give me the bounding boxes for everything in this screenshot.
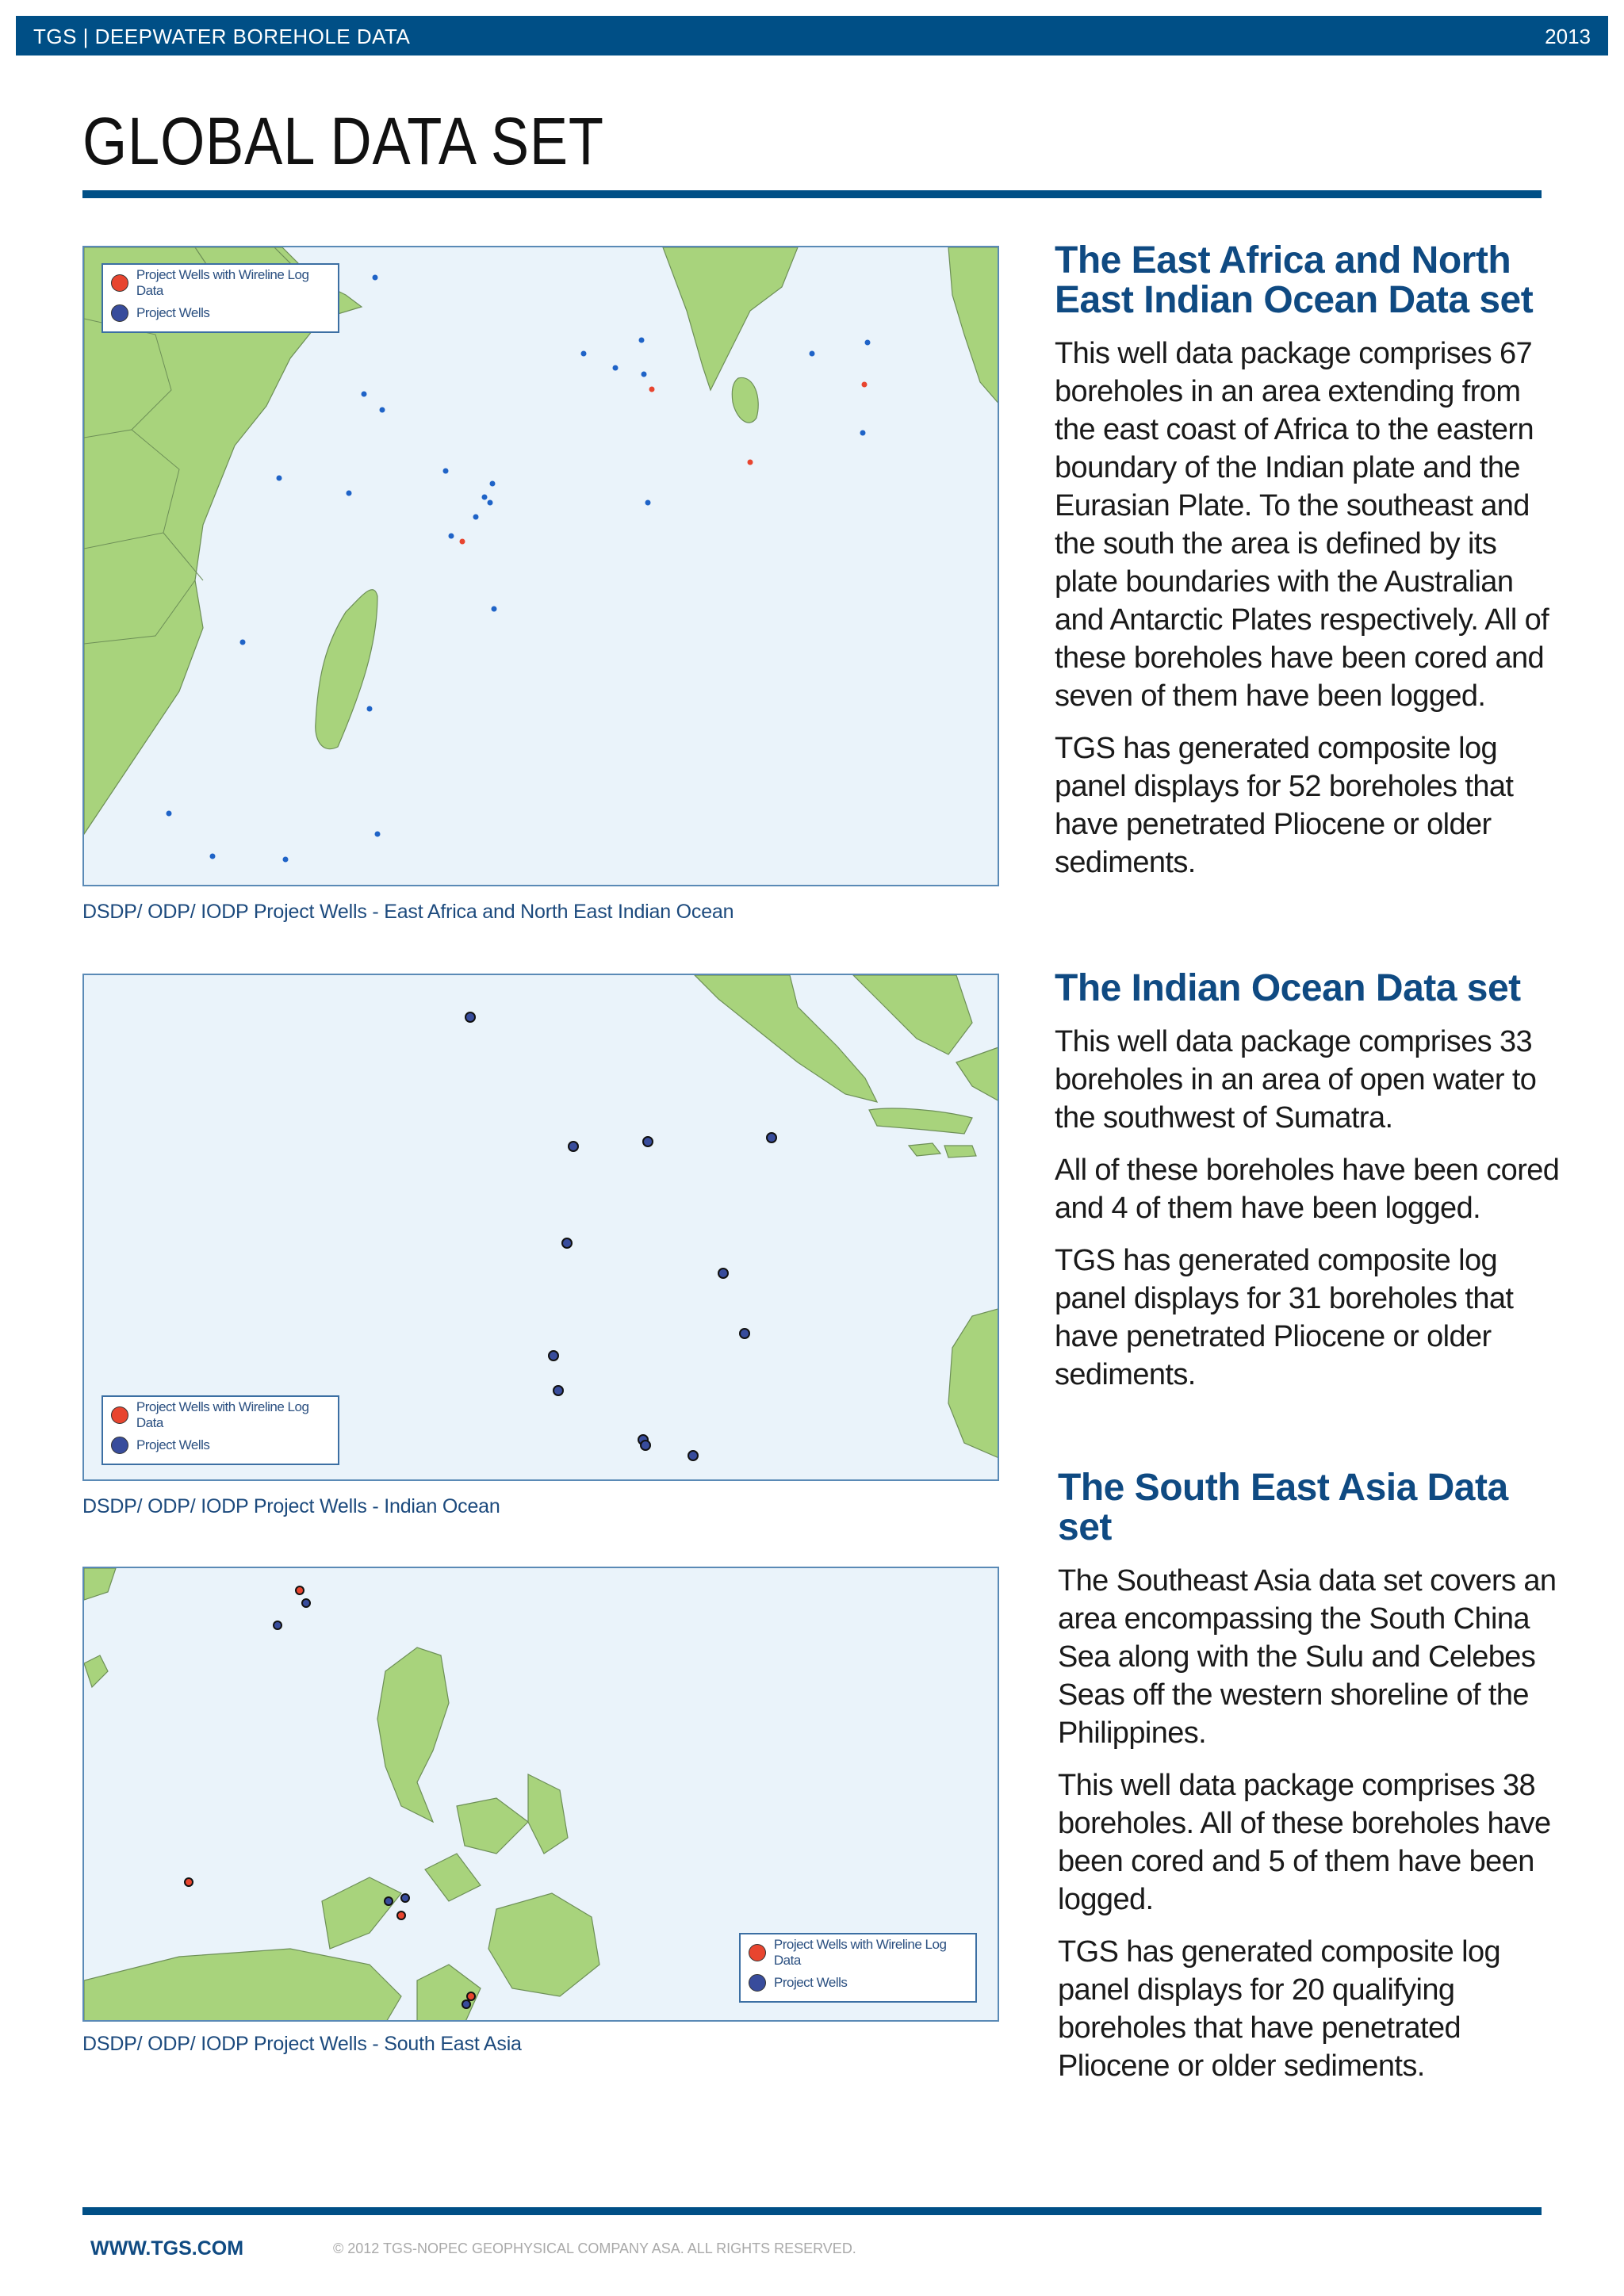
legend-item-wells: Project Wells (749, 1971, 847, 1995)
map-caption-east-africa: DSDP/ ODP/ IODP Project Wells - East Africa and North East Indian Ocean (82, 901, 734, 923)
map-east-africa-graphic (84, 247, 999, 886)
section-paragraph: TGS has generated composite log panel displays for 31 boreholes that have penetrated Pliocene or older sediments. (1055, 1244, 1514, 1391)
website-link[interactable]: WWW.TGS.COM (90, 2237, 244, 2260)
header-year: 2013 (1545, 25, 1591, 48)
legend-item-wells: Project Wells (111, 1433, 209, 1457)
blue-dot-icon (749, 1974, 766, 1992)
section-title: The South East Asia Data set (1058, 1467, 1508, 1548)
map-caption-indian-ocean: DSDP/ ODP/ IODP Project Wells - Indian Ocean (82, 1495, 500, 1517)
legend-item-log: Project Wells with Wireline Log Data (749, 1941, 975, 1965)
blue-dot-icon (111, 1437, 128, 1454)
map-east-africa (82, 246, 999, 886)
section-east-africa (1055, 241, 1562, 882)
header-title: TGS | DEEPWATER BOREHOLE DATA (33, 25, 411, 48)
section-paragraph: This well data package comprises 33 boreholes in an area of open water to the southwest of Sumatra. (1055, 1025, 1537, 1135)
red-dot-icon (111, 1406, 128, 1424)
section-title: The East Africa and North East Indian Ocean Data set (1055, 239, 1534, 321)
footer-divider (82, 2207, 1542, 2215)
section-title: The Indian Ocean Data set (1055, 967, 1521, 1009)
copyright-text: © 2012 TGS-NOPEC GEOPHYSICAL COMPANY ASA. ALL RIGHTS RESERVED. (333, 2241, 856, 2256)
section-indian-ocean (1055, 969, 1562, 1394)
map-legend-south-east-asia (739, 1933, 977, 2003)
page-title: GLOBAL DATA SET (82, 104, 604, 178)
title-divider (82, 190, 1542, 198)
section-paragraph: All of these boreholes have been cored and 4 of them have been logged. (1055, 1154, 1560, 1225)
map-caption-south-east-asia: DSDP/ ODP/ IODP Project Wells - South East Asia (82, 2033, 522, 2055)
map-legend-east-africa (102, 263, 339, 333)
section-paragraph: TGS has generated composite log panel displays for 52 boreholes that have penetrated Pliocene or older sediments. (1055, 732, 1514, 879)
legend-item-log: Project Wells with Wireline Log Data (111, 1403, 338, 1427)
red-dot-icon (749, 1944, 766, 1961)
red-dot-icon (111, 274, 128, 292)
section-paragraph: TGS has generated composite log panel displays for 20 qualifying boreholes that have penetrated Pliocene or older sediments. (1058, 1935, 1501, 2083)
blue-dot-icon (111, 304, 128, 322)
map-indian-ocean (82, 974, 999, 1481)
section-south-east-asia (1058, 1468, 1565, 2085)
section-paragraph: This well data package comprises 67 boreholes in an area extending from the east coast of Africa to the eastern boundary of the Indian plate and the Eurasian Plate. To the southeast and the south the area is defined by its plate boundaries with the Australian and Antarctic Plates respectively. All of these boreholes have been cored and seven of them have been logged. (1055, 337, 1549, 713)
legend-item-wells: Project Wells (111, 301, 209, 325)
map-south-east-asia (82, 1567, 999, 2022)
section-paragraph: The Southeast Asia data set covers an area encompassing the South China Sea along with the Sulu and Celebes Seas off the western shoreline of the Philippines. (1058, 1564, 1557, 1750)
legend-item-log: Project Wells with Wireline Log Data (111, 271, 338, 295)
section-paragraph: This well data package comprises 38 boreholes. All of these boreholes have been cored and 5 of them have been logged. (1058, 1769, 1551, 1916)
map-legend-indian-ocean (102, 1395, 339, 1465)
header-bar (16, 16, 1608, 55)
